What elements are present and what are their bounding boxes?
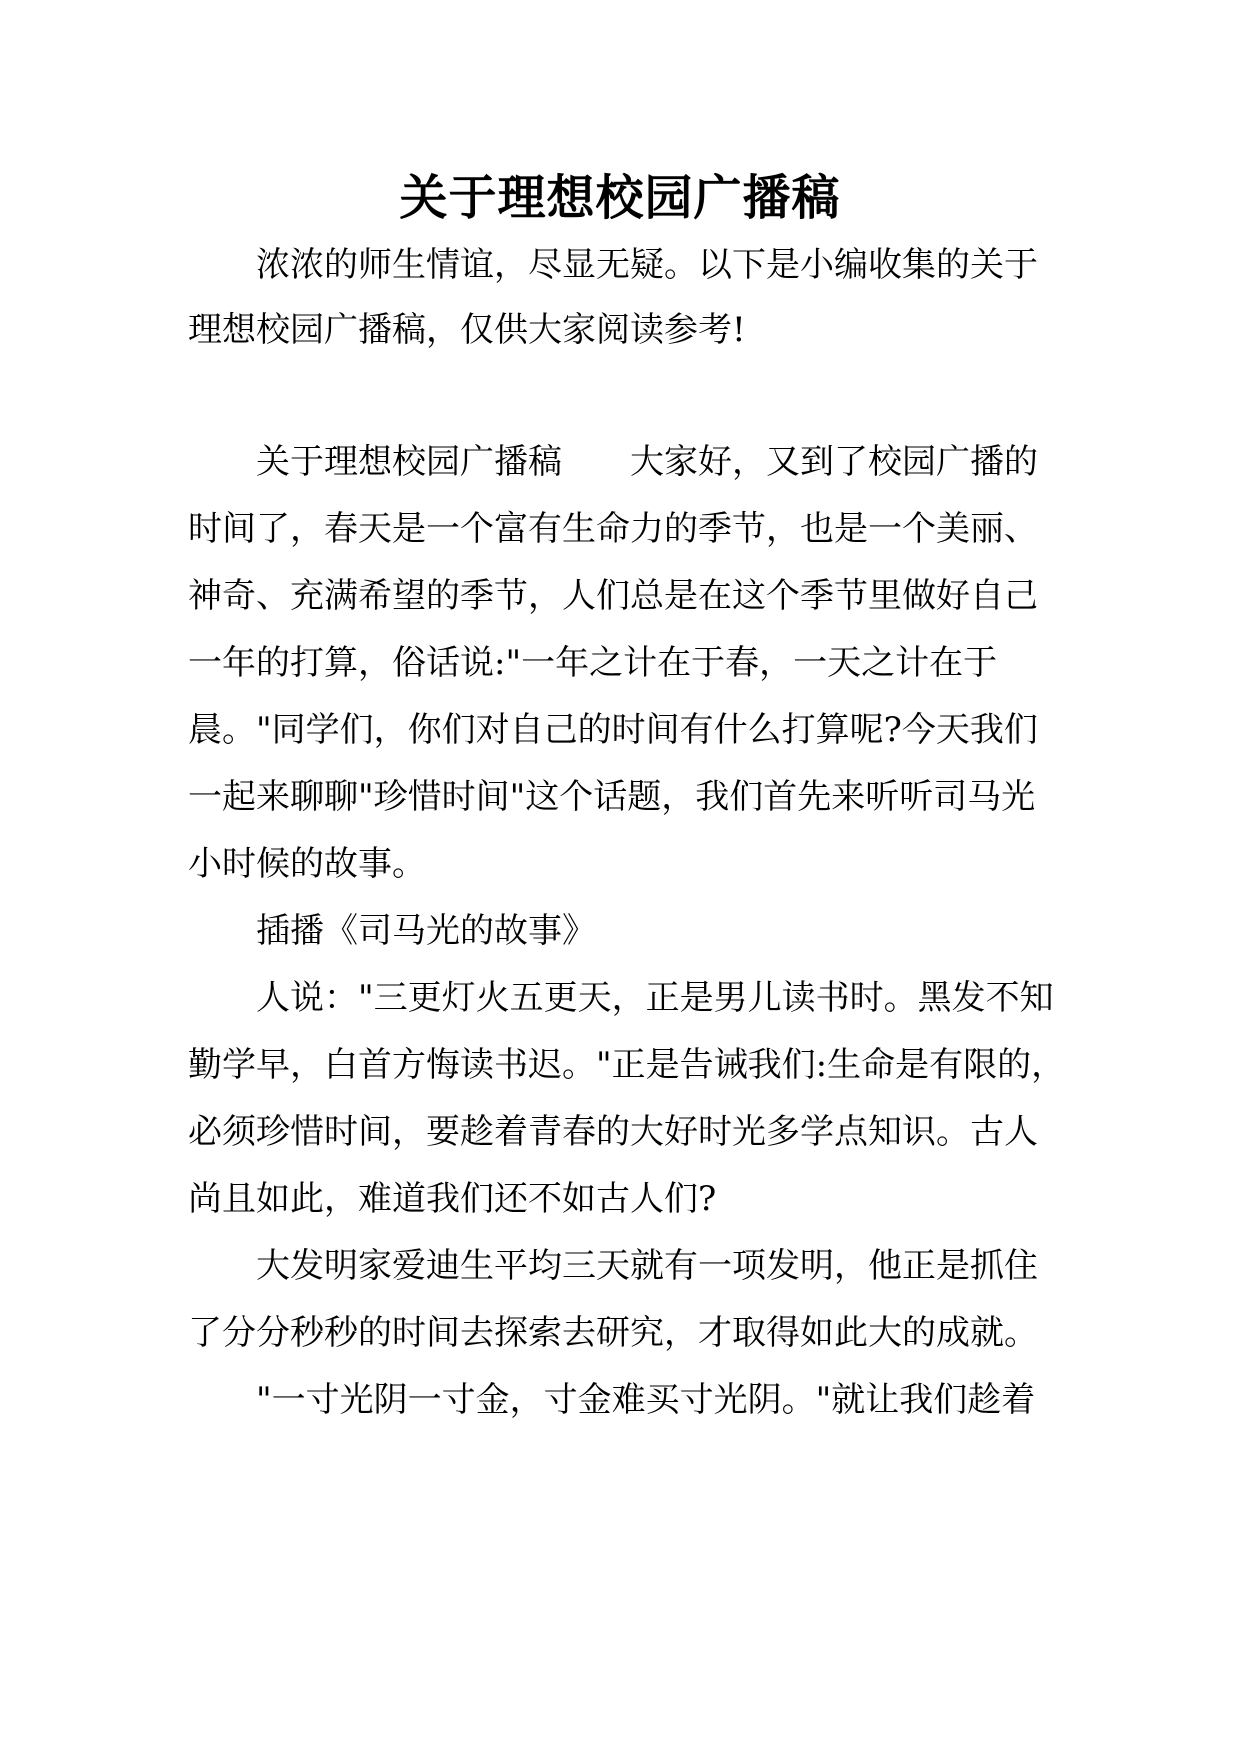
paragraph-line: 插播《司马光的故事》 xyxy=(256,911,596,951)
document-title: 关于理想校园广播稿 xyxy=(399,170,841,226)
paragraph-line: 尚且如此，难道我们还不如古人们? xyxy=(188,1179,717,1219)
paragraph-line: 了分分秒秒的时间去探索去研究，才取得如此大的成就。 xyxy=(188,1313,1038,1353)
paragraph-line: 小时候的故事。 xyxy=(188,844,426,884)
paragraph-line: 浓浓的师生情谊，尽显无疑。以下是小编收集的关于 xyxy=(256,245,1038,285)
paragraph-line: "一寸光阴一寸金，寸金难买寸光阴。"就让我们趁着 xyxy=(256,1380,1036,1420)
paragraph-line: 晨。"同学们，你们对自己的时间有什么打算呢?今天我们 xyxy=(188,710,1038,750)
paragraph-line: 必须珍惜时间，要趁着青春的大好时光多学点知识。古人 xyxy=(188,1112,1038,1152)
paragraph-line: 一起来聊聊"珍惜时间"这个话题，我们首先来听听司马光 xyxy=(188,777,1036,817)
paragraph-line: 理想校园广播稿，仅供大家阅读参考! xyxy=(188,310,746,350)
paragraph-line: 神奇、充满希望的季节，人们总是在这个季节里做好自己 xyxy=(188,576,1038,616)
paragraph-line: 人说："三更灯火五更天，正是男儿读书时。黑发不知 xyxy=(256,978,1054,1018)
paragraph-line: 一年的打算，俗话说:"一年之计在于春，一天之计在于 xyxy=(188,643,998,683)
paragraph-line: 时间了，春天是一个富有生命力的季节，也是一个美丽、 xyxy=(188,509,1038,549)
paragraph-line: 大发明家爱迪生平均三天就有一项发明，他正是抓住 xyxy=(256,1246,1038,1286)
paragraph-line: 关于理想校园广播稿 大家好，又到了校园广播的 xyxy=(256,442,1038,482)
paragraph-line: 勤学早，白首方悔读书迟。"正是告诫我们:生命是有限的， xyxy=(188,1045,1066,1085)
